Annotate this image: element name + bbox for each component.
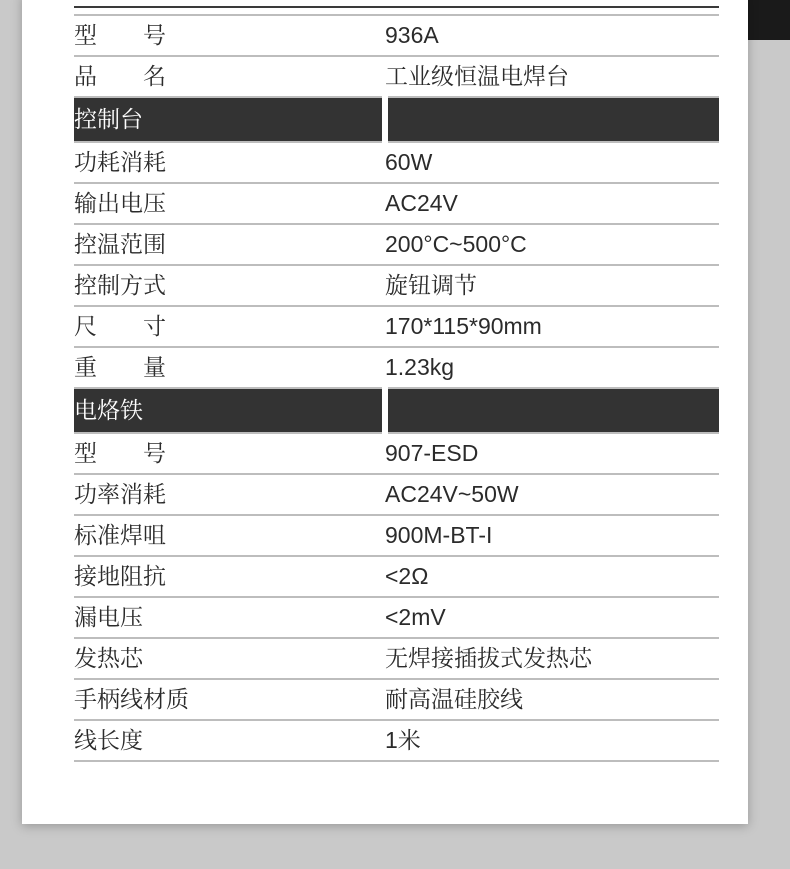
spec-row (74, 679, 719, 720)
spec-row (74, 433, 719, 474)
spec-value: 1米 (385, 720, 719, 761)
spec-value: 900M-BT-I (385, 515, 719, 556)
spec-label: 型 号 (74, 15, 385, 56)
section-header-row (74, 388, 719, 433)
spec-label: 功耗消耗 (74, 142, 385, 183)
table-top-rule (74, 7, 385, 15)
spec-value: <2Ω (385, 556, 719, 597)
spec-label: 控制方式 (74, 265, 385, 306)
spec-value: 耐高温硅胶线 (385, 679, 719, 720)
spec-label: 品 名 (74, 56, 385, 97)
spec-value: 907-ESD (385, 433, 719, 474)
spec-value: AC24V~50W (385, 474, 719, 515)
spec-row (74, 638, 719, 679)
spec-value: 200°C~500°C (385, 224, 719, 265)
spec-row (74, 56, 719, 97)
page-bottom-margin (22, 764, 748, 824)
spec-label: 型 号 (74, 433, 385, 474)
table-top-rule (385, 7, 719, 15)
spec-label: 功率消耗 (74, 474, 385, 515)
spec-value: 工业级恒温电焊台 (385, 56, 719, 97)
spec-value: 170*115*90mm (385, 306, 719, 347)
spec-label: 标准焊咀 (74, 515, 385, 556)
section-header-label: 电烙铁 (74, 388, 385, 433)
spec-row (74, 183, 719, 224)
spec-value: 936A (385, 15, 719, 56)
spec-row (74, 224, 719, 265)
section-header-blank (385, 388, 719, 433)
spec-label: 漏电压 (74, 597, 385, 638)
spec-label: 输出电压 (74, 183, 385, 224)
spec-sheet-page (22, 0, 748, 824)
spec-row (74, 15, 719, 56)
spec-row (74, 306, 719, 347)
spec-row (74, 597, 719, 638)
spec-label: 发热芯 (74, 638, 385, 679)
spec-row (74, 720, 719, 761)
section-header-blank (385, 97, 719, 142)
spec-row (74, 347, 719, 388)
spec-label: 重 量 (74, 347, 385, 388)
spec-row (74, 142, 719, 183)
spec-row (74, 474, 719, 515)
spec-value: AC24V (385, 183, 719, 224)
spec-label: 控温范围 (74, 224, 385, 265)
spec-value: 无焊接插拔式发热芯 (385, 638, 719, 679)
spec-label: 尺 寸 (74, 306, 385, 347)
spec-value: 60W (385, 142, 719, 183)
spec-value: 旋钮调节 (385, 265, 719, 306)
section-header-label: 控制台 (74, 97, 385, 142)
spec-label: 手柄线材质 (74, 679, 385, 720)
spec-row (74, 265, 719, 306)
spec-label: 线长度 (74, 720, 385, 761)
specification-table (74, 6, 719, 803)
spec-row (74, 556, 719, 597)
section-header-row (74, 97, 719, 142)
spec-row (74, 515, 719, 556)
spec-value: 1.23kg (385, 347, 719, 388)
spec-label: 接地阻抗 (74, 556, 385, 597)
spec-value: <2mV (385, 597, 719, 638)
